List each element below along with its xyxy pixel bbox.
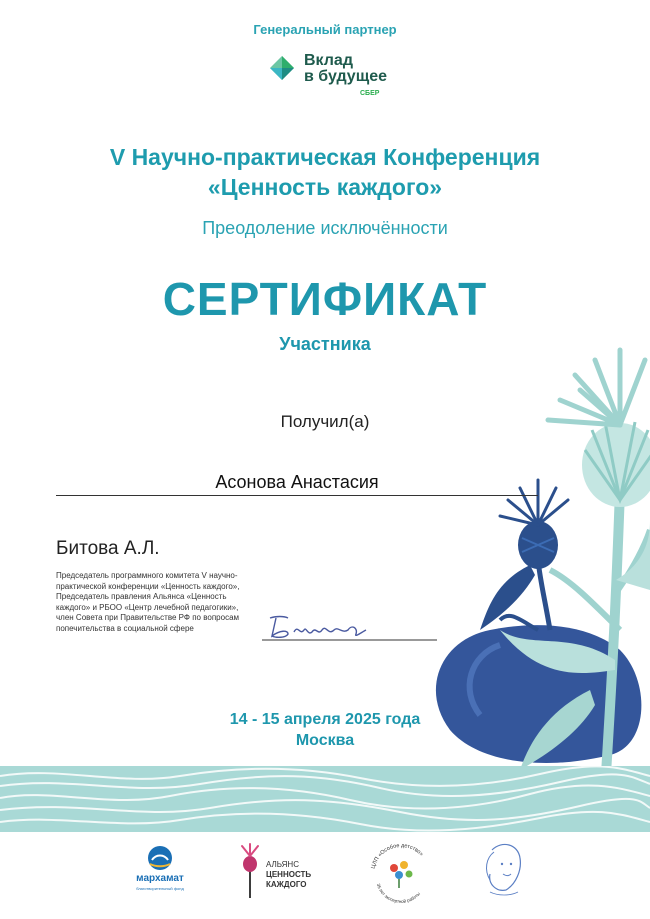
- decorative-waves: [0, 766, 650, 832]
- signature: [262, 608, 437, 644]
- event-dates: 14 - 15 апреля 2025 года: [229, 711, 421, 728]
- event-city: Москва: [295, 732, 355, 749]
- alliance-line1: АЛЬЯНС: [266, 860, 299, 869]
- event-info: [0, 709, 650, 751]
- partner-logo: [268, 52, 398, 104]
- conference-title: [0, 142, 650, 202]
- markhamat-logo: [114, 845, 206, 895]
- markhamat-tagline: благотворительный фонд: [136, 886, 184, 891]
- sber-label: СБЕР: [360, 90, 380, 97]
- face-logo: [478, 840, 530, 898]
- certificate-subtitle: Участника: [279, 334, 371, 354]
- signer-description: Председатель программного комитета V научно-практической конференции «Ценность каждого», Председатель правления Альянса «Ценность каждого» и РБОО «Центр лечебной педагогики», член Совета при Правительстве РФ по вопросам попечительства в социальной сфере: [56, 571, 240, 633]
- partner-logo-icon: [268, 54, 296, 82]
- alliance-line3: КАЖДОГО: [266, 880, 307, 889]
- recipient-underline: [56, 495, 538, 496]
- alliance-line2: ЦЕННОСТЬ: [266, 870, 312, 879]
- signer-name: Битова А.Л.: [56, 538, 160, 559]
- special-childhood-logo: [366, 838, 436, 904]
- conference-title-line2: «Ценность каждого»: [207, 174, 443, 200]
- conference-subtitle: Преодоление исключённости: [202, 218, 448, 238]
- recipient-name: Асонова Анастасия: [215, 472, 379, 492]
- partner-logo-line1: Вклад: [304, 52, 353, 69]
- received-label: Получил(а): [280, 412, 370, 431]
- special-childhood-sub: 35 лет экспертной работы: [375, 882, 422, 904]
- certificate-title: СЕРТИФИКАТ: [162, 273, 488, 325]
- conference-title-line1: V Научно-практическая Конференция: [109, 144, 541, 170]
- partner-logo-line2: в будущее: [304, 68, 387, 85]
- special-childhood-name: ЦЛП «Особое детство»: [370, 842, 425, 870]
- alliance-thistle-icon: [236, 842, 264, 898]
- alliance-logo: [236, 842, 336, 898]
- markhamat-name: мархамат: [136, 873, 184, 884]
- partner-label: Генеральный партнер: [253, 22, 397, 37]
- markhamat-icon: [146, 845, 174, 871]
